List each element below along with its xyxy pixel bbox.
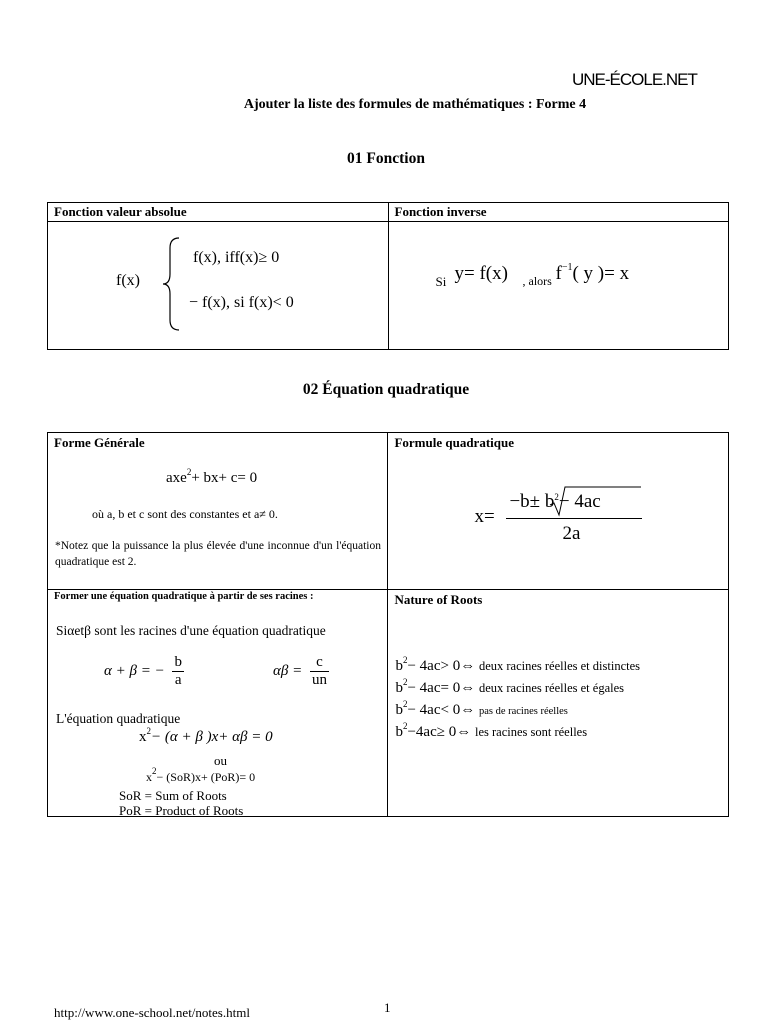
roots-equation-alt: $x^2- (SoR)x+ (PoR)= 0$ bbox=[146, 766, 256, 784]
abs-case-positive: f(x), iff(x)≥ 0 bbox=[193, 249, 280, 266]
inverse-si: Si bbox=[435, 274, 447, 289]
equation-label: L'équation quadratique bbox=[56, 711, 181, 726]
inverse-eq-right: $f^{-1}$( y )= x bbox=[555, 262, 630, 284]
product-of-roots: αβ = $\frac{c}{un}$ bbox=[273, 654, 327, 688]
quad-numerator: $-b\pm b^2- 4ac$ bbox=[509, 491, 601, 512]
roots-intro: Siαetβ sont les racines d'une équation quadratique bbox=[56, 623, 326, 638]
inverse-eq-left: y= f(x) bbox=[454, 263, 508, 284]
section-title-quadratique: 02 Équation quadratique bbox=[302, 381, 470, 398]
nature-of-roots-header: Nature of Roots bbox=[394, 592, 483, 607]
document-title: Ajouter la liste des formules de mathématiques : Forme 4 bbox=[243, 97, 587, 112]
nature-row: $b^2-4ac\ge$ 0⇔ les racines sont réelles bbox=[395, 721, 588, 740]
quadratic-formula-header: Formule quadratique bbox=[394, 435, 515, 450]
roots-form-cell bbox=[48, 590, 387, 816]
roots-form-header: Former une équation quadratique à partir de ses racines : bbox=[54, 591, 314, 602]
general-remark: *Notez que la puissance la plus élevée d'une inconnue d'un l'équation quadratique est 2. bbox=[55, 540, 381, 568]
quad-fraction-bar bbox=[506, 518, 642, 519]
nature-row: $b^2- 4ac=$ 0⇔ deux racines réelles et égales bbox=[395, 677, 625, 696]
general-form-cell bbox=[48, 433, 387, 589]
sor-definition: SoR = Sum of Roots bbox=[119, 788, 227, 803]
abs-function-header: Fonction valeur absolue bbox=[54, 204, 187, 219]
roots-equation: $x^2- (\alpha + \beta$ )x+ αβ = 0 bbox=[139, 726, 273, 745]
footer-url-link[interactable]: http://www.one-school.net/notes.html bbox=[54, 1005, 250, 1020]
quadratic-formula-cell bbox=[388, 433, 728, 589]
abs-lhs: f(x) bbox=[116, 272, 140, 289]
sqrt-icon bbox=[548, 485, 643, 517]
inverse-function-cell bbox=[389, 222, 729, 349]
ou-label: ou bbox=[214, 753, 227, 768]
left-brace-icon bbox=[161, 236, 183, 332]
inverse-function-header: Fonction inverse bbox=[394, 204, 487, 219]
por-definition: PoR = Product of Roots bbox=[119, 803, 244, 818]
nature-row: $b^2- 4ac<$ 0⇔ pas de racines réelles bbox=[395, 699, 568, 718]
general-form-header: Forme Générale bbox=[54, 435, 145, 450]
abs-function-cell bbox=[48, 222, 388, 349]
general-equation: axe$^2$+ bx+ c= 0 bbox=[166, 467, 258, 486]
page-number: 1 bbox=[384, 1000, 391, 1015]
section-title-fonction: 01 Fonction bbox=[347, 150, 425, 167]
function-table bbox=[47, 202, 729, 350]
abs-case-negative: − f(x), si f(x)< 0 bbox=[189, 294, 294, 311]
quad-denominator: 2a bbox=[562, 523, 581, 544]
site-brand: UNE-ÉCOLE.NET bbox=[572, 70, 697, 89]
quad-x: x= bbox=[474, 506, 495, 527]
quadratic-table bbox=[47, 432, 729, 817]
nature-of-roots-cell bbox=[388, 590, 728, 816]
nature-row: $b^2- 4ac>$ 0⇔ deux racines réelles et distinctes bbox=[395, 655, 641, 674]
inverse-alors: , alors bbox=[522, 274, 552, 288]
sum-of-roots: α + β = − $\frac{b}{a}$ bbox=[104, 654, 182, 688]
general-note: où a, b et c sont des constantes et a≠ 0. bbox=[92, 507, 278, 521]
